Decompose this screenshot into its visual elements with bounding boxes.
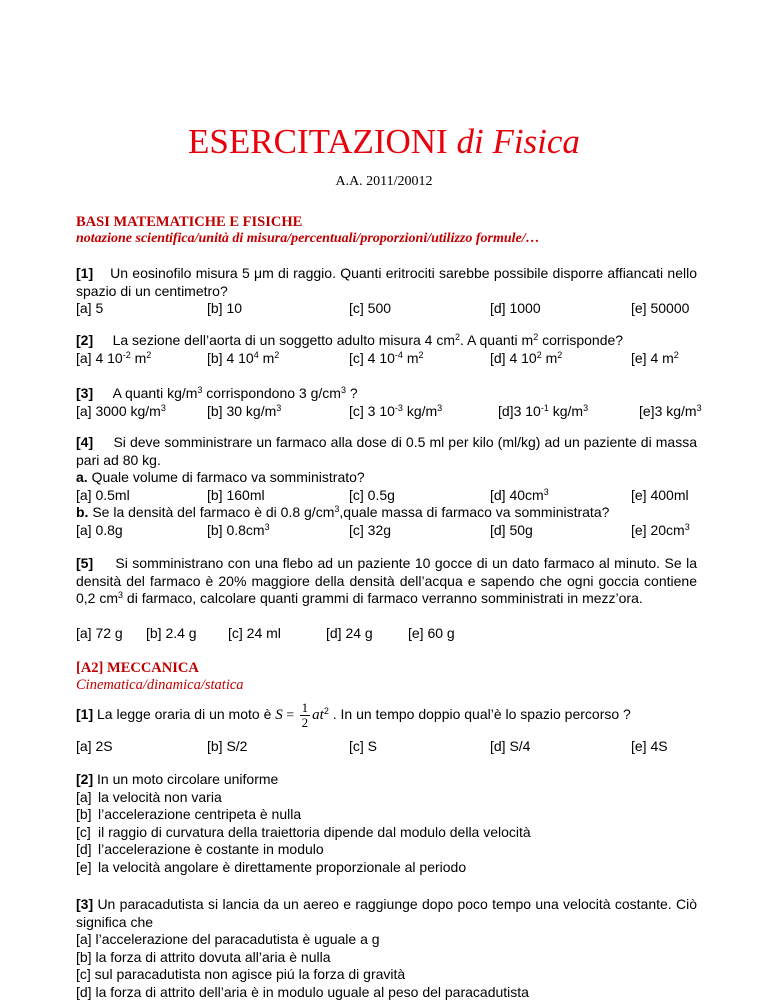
- question-text: corrispondono 3 g/cm: [202, 385, 341, 401]
- answer-e: [e] $20cm^3$: [631, 522, 690, 538]
- question-text: Si deve somministrare un farmaco alla dose di 0.5 ml per kilo (ml/kg) ad un paziente di massa pari ad 80 kg.: [76, 434, 697, 468]
- mechanics-question-3: [76, 896, 697, 931]
- answer-e: [e]3 $kg/m^3$: [639, 403, 702, 419]
- answer-a: [a] 4 $10^{-2}$ $m^2$: [76, 350, 151, 366]
- question-5: [5] Si somministrano con una flebo ad un paziente 10 gocce di un dato farmaco al minuto. Se la densità del farmaco è 20% maggiore della densità dell’acqua e sapendo che ogni goccia contiene 0,2 $cm^3$ di farmaco, calcolare quanti grammi di farmaco verranno somministrati in mezz’ora.: [76, 555, 697, 608]
- question-text: ?: [346, 385, 358, 401]
- answer-d: [d]3 $10^{-1}$ $kg/m^3$: [498, 403, 588, 419]
- section-subheading: Cinematica/dinamica/statica: [76, 677, 244, 694]
- answer-b: [b] 2.4 g: [146, 625, 197, 641]
- list-item: [a] l’accelerazione del paracadutista è uguale a g: [76, 931, 529, 949]
- question-2: [76, 332, 623, 350]
- mechanics-question-1: [1] La legge oraria di un moto è S = $\frac{1}{2}$ $at^2$ . In un tempo doppio qual’è lo spazio percorso ?: [76, 697, 631, 733]
- answer-c: [c] 500: [349, 300, 391, 316]
- answer-a: [a] 0.8g: [76, 522, 123, 538]
- answer-b: [b] S/2: [207, 738, 247, 754]
- list-item: [b] la forza di attrito dovuta all’aria è nulla: [76, 949, 529, 967]
- answer-a: [a] 72 g: [76, 625, 123, 641]
- answer-row: [76, 403, 716, 421]
- question-number: [4]: [76, 434, 93, 450]
- formula-lhs: S: [275, 707, 283, 723]
- answer-c: [c] 0.5g: [349, 487, 395, 503]
- question-3: [76, 385, 358, 403]
- answer-row: [76, 300, 716, 318]
- question-number: [3]: [76, 385, 93, 401]
- answer-e: [e] 4S: [631, 738, 668, 754]
- page-title: [0, 122, 768, 162]
- subquestion-text: ,quale massa di farmaco va somministrata?: [339, 504, 609, 520]
- question-4: [76, 434, 697, 469]
- question-1: [76, 265, 697, 300]
- title-main: ESERCITAZIONI: [188, 122, 448, 161]
- question-text: In un moto circolare uniforme: [93, 771, 278, 787]
- answer-c: [c] 3 $10^{-3}$ $kg/m^3$: [349, 403, 442, 419]
- question-text: corrisponde?: [538, 332, 623, 348]
- exponent: 3: [197, 385, 202, 395]
- answer-c: [c] 32g: [349, 522, 391, 538]
- answer-row: [76, 350, 716, 368]
- question-number: [2]: [76, 332, 93, 348]
- exponent: 2: [533, 332, 538, 342]
- answer-a: [a] 0.5ml: [76, 487, 130, 503]
- section-heading: [A2] MECCANICA: [76, 660, 199, 677]
- list-item: [b] l’accelerazione centripeta è nulla: [76, 806, 531, 824]
- answer-a: [a] 3000 $kg/m^3$: [76, 403, 166, 419]
- answer-row: [76, 522, 716, 540]
- list-item: [e] la velocità angolare è direttamente proporzionale al periodo: [76, 859, 531, 877]
- question-number: [3]: [76, 896, 93, 912]
- answer-e: [e] 50000: [631, 300, 689, 316]
- answer-b: [b] 30 $kg/m^3$: [207, 403, 281, 419]
- question-number: [1]: [76, 706, 93, 722]
- list-item: [d] l’accelerazione è costante in modulo: [76, 841, 531, 859]
- exponent: 3: [341, 385, 346, 395]
- answer-row: [76, 738, 716, 756]
- answer-d: [d] 24 g: [326, 625, 373, 641]
- answer-d: [d] S/4: [490, 738, 530, 754]
- formula-rhs: at: [312, 707, 324, 723]
- answer-b: [b] 160ml: [207, 487, 265, 503]
- list-item: [a] la velocità non varia: [76, 789, 531, 807]
- answer-c: [c] 24 ml: [228, 625, 281, 641]
- question-text: Un paracadutista si lancia da un aereo e raggiunge dopo poco tempo una velocità costante. Ciò significa che: [76, 896, 697, 930]
- formula-fraction: $\frac{1}{2}$: [300, 701, 311, 730]
- subquestion-label: a.: [76, 469, 88, 485]
- question-text: A quanti kg/m: [113, 385, 198, 401]
- list-item: [c] il raggio di curvatura della traiettoria dipende dal modulo della velocità: [76, 824, 531, 842]
- exponent: 2: [455, 332, 460, 342]
- answer-c: [c] S: [349, 738, 377, 754]
- question-number: [2]: [76, 771, 93, 787]
- answer-d: [d] 1000: [490, 300, 541, 316]
- question-text: . In un tempo doppio qual’è lo spazio percorso ?: [329, 706, 631, 722]
- answer-c: [c] 4 $10^{-4}$ $m^2$: [349, 350, 424, 366]
- question-text: La legge oraria di un moto è: [93, 706, 275, 722]
- answer-d: [d] $40cm^3$: [490, 487, 549, 503]
- section-subheading: notazione scientifica/unità di misura/percentuali/proporzioni/utilizzo formule/…: [76, 231, 540, 247]
- list-item: [d] la forza di attrito dell’aria è in modulo uguale al peso del paracadutista: [76, 984, 529, 1001]
- subquestion-a: [76, 469, 365, 487]
- subquestion-text: Se la densità del farmaco è di 0.8 g/cm: [88, 504, 334, 520]
- subquestion-b: b. Se la densità del farmaco è di 0.8 $g/cm^3,quale$ massa di farmaco va somministrata?: [76, 504, 609, 522]
- answer-a: [a] 5: [76, 300, 103, 316]
- subquestion-text: Quale volume di farmaco va somministrato?: [88, 469, 365, 485]
- question-text: La sezione dell’aorta di un soggetto adulto misura 4 cm: [113, 332, 455, 348]
- answer-e: [e] 400ml: [631, 487, 689, 503]
- list-item: [c] sul paracadutista non agisce piú la forza di gravità: [76, 966, 529, 984]
- answer-list: [76, 931, 529, 1001]
- question-text: di farmaco, calcolare quanti grammi di farmaco verranno somministrati in mezz’ora.: [123, 590, 643, 606]
- question-text: Un eosinofilo misura 5 μm di raggio. Quanti eritrociti sarebbe possibile disporre affiancati nello spazio di un centimetro?: [76, 265, 697, 299]
- subquestion-label: b.: [76, 504, 88, 520]
- answer-d: [d] 4 $10^2$ $m^2$: [490, 350, 562, 366]
- answer-e: [e] 60 g: [408, 625, 455, 641]
- question-number: [5]: [76, 555, 93, 571]
- section-heading: BASI MATEMATICHE E FISICHE: [76, 214, 302, 231]
- answer-row: [76, 625, 716, 643]
- answer-d: [d] 50g: [490, 522, 533, 538]
- question-text: . A quanti m: [460, 332, 533, 348]
- answer-b: [b] 10: [207, 300, 242, 316]
- title-italic: di Fisica: [456, 122, 579, 161]
- mechanics-question-2: [76, 771, 531, 876]
- formula-equals: =: [283, 708, 298, 723]
- answer-b: [b] 4 $10^4$ $m^2$: [207, 350, 279, 366]
- question-number: [1]: [76, 265, 93, 281]
- question-text: Si somministrano con una flebo ad un paziente 10 gocce di un dato farmaco al minuto. Se la densità del farmaco è 20% maggiore della densità dell’acqua e sapendo che ogni goccia contiene 0,2 cm: [76, 555, 697, 606]
- answer-b: [b] $0.8cm^3$: [207, 522, 270, 538]
- answer-row: [76, 487, 716, 505]
- academic-year: A.A. 2011/20012: [0, 174, 768, 190]
- answer-e: [e] 4 $m^2$: [631, 350, 679, 366]
- answer-a: [a] 2S: [76, 738, 113, 754]
